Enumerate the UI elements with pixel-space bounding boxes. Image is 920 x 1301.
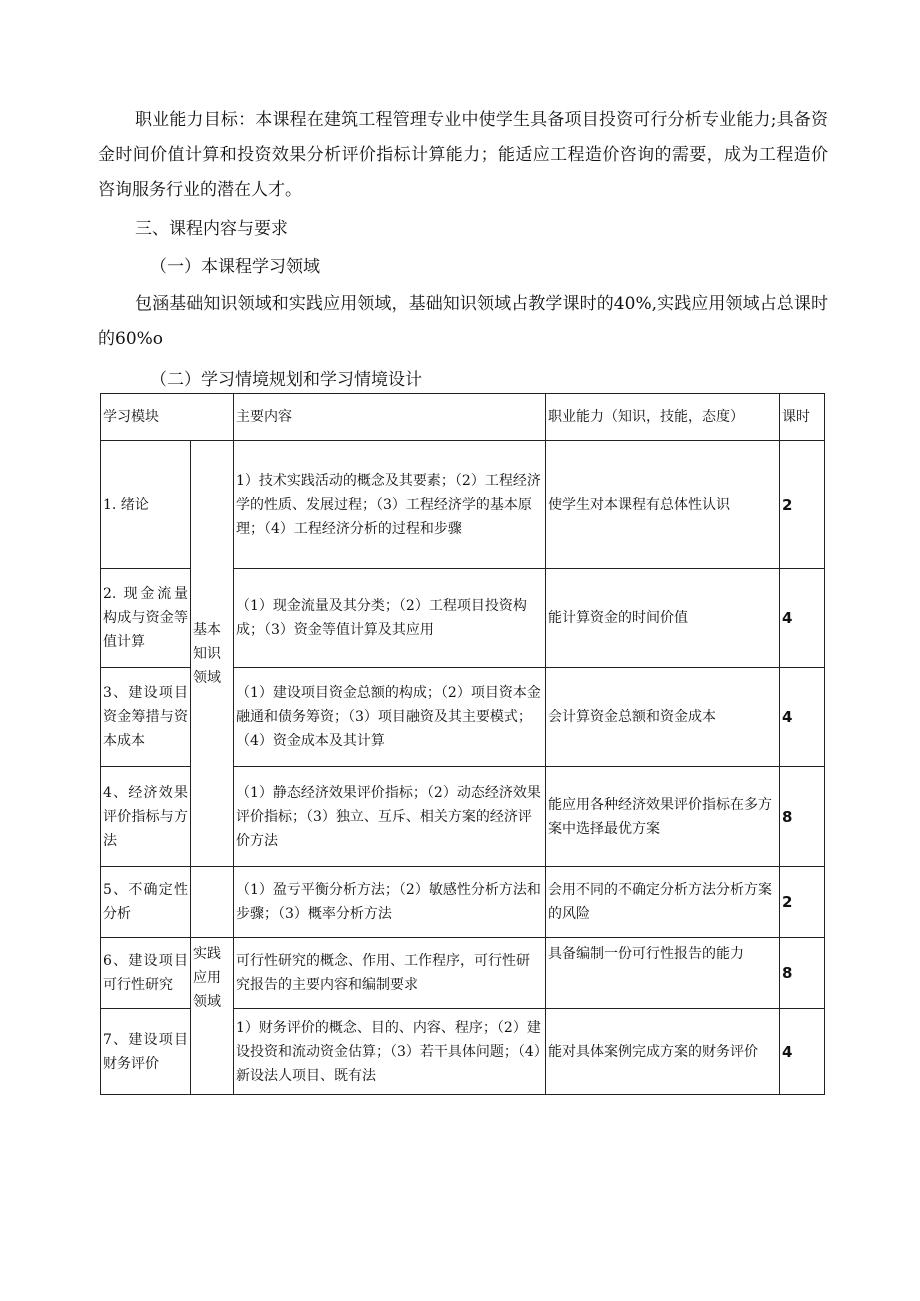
module-cell: 2. 现金流量构成与资金等值计算 (101, 569, 191, 668)
ability-cell: 具备编制一份可行性报告的能力 (546, 938, 780, 1009)
content-cell: 1）财务评价的概念、目的、内容、程序；（2）建设投资和流动资金估算；（3）若干具体问题；（4）新设法人项目、既有法 (234, 1009, 546, 1095)
hours-cell: 2 (780, 441, 825, 569)
hours-cell: 4 (780, 569, 825, 668)
content-cell: 1）技术实践活动的概念及其要素；（2）工程经济学的性质、发展过程；（3）工程经济学的基本原理；（4）工程经济分析的过程和步骤 (234, 441, 546, 569)
learning-areas-paragraph: 包涵基础知识领域和实践应用领域，基础知识领域占教学课时的40%,实践应用领域占总课时的60%o (98, 294, 828, 349)
ability-cell: 使学生对本课程有总体性认识 (546, 441, 780, 569)
module-cell: 3、建设项目资金筹措与资本成本 (101, 668, 191, 767)
content-cell: （1）盈亏平衡分析方法；（2）敏感性分析方法和步骤；（3）概率分析方法 (234, 867, 546, 938)
ability-cell: 能计算资金的时间价值 (546, 569, 780, 668)
header-hours: 课时 (780, 394, 825, 441)
module-cell: 1. 绪论 (101, 441, 191, 569)
module-cell: 5、不确定性分析 (101, 867, 191, 938)
content-cell: （1）静态经济效果评价指标；（2）动态经济效果评价指标；（3）独立、互斥、相关方案的经济评价方法 (234, 767, 546, 867)
ability-cell: 会用不同的不确定分析方法分析方案的风险 (546, 867, 780, 938)
hours-cell: 2 (780, 867, 825, 938)
module-cell: 6、建设项目可行性研究 (101, 938, 191, 1009)
table-row (101, 441, 825, 569)
table-header-row (101, 394, 825, 441)
subsection-heading-learning-areas: （一）本课程学习领域 (150, 257, 320, 277)
module-cell: 7、建设项目财务评价 (101, 1009, 191, 1095)
ability-cell: 能对具体案例完成方案的财务评价 (546, 1009, 780, 1095)
hours-cell: 4 (780, 668, 825, 767)
table-row (101, 867, 825, 938)
field-practice-application: 实践应用领域 (191, 938, 234, 1095)
career-goal-paragraph: 职业能力目标：本课程在建筑工程管理专业中使学生具备项目投资可行分析专业能力;具备资金时间价值计算和投资效果分析评价指标计算能力；能适应工程造价咨询的需要，成为工程造价咨询服务行业的潜在人才。 (98, 110, 828, 200)
field-basic-knowledge: 基本知识领域 (191, 441, 234, 867)
header-content: 主要内容 (234, 394, 546, 441)
section-heading-course-content: 三、课程内容与要求 (135, 219, 288, 239)
ability-cell: 会计算资金总额和资金成本 (546, 668, 780, 767)
course-content-table (100, 393, 825, 1095)
module-cell: 4、经济效果评价指标与方法 (101, 767, 191, 867)
table-row (101, 938, 825, 1009)
ability-cell: 能应用各种经济效果评价指标在多方案中选择最优方案 (546, 767, 780, 867)
content-cell: 可行性研究的概念、作用、工作程序，可行性研究报告的主要内容和编制要求 (234, 938, 546, 1009)
field-empty-cell (191, 867, 234, 938)
content-cell: （1）建设项目资金总额的构成；（2）项目资本金融通和债务筹资；（3）项目融资及其主要模式；（4）资金成本及其计算 (234, 668, 546, 767)
header-module: 学习模块 (101, 394, 234, 441)
hours-cell: 4 (780, 1009, 825, 1095)
header-ability: 职业能力（知识，技能，态度） (546, 394, 780, 441)
content-cell: （1）现金流量及其分类；（2）工程项目投资构成；（3）资金等值计算及其应用 (234, 569, 546, 668)
hours-cell: 8 (780, 938, 825, 1009)
subsection-heading-learning-situations: （二）学习情境规划和学习情境设计 (150, 370, 422, 390)
hours-cell: 8 (780, 767, 825, 867)
